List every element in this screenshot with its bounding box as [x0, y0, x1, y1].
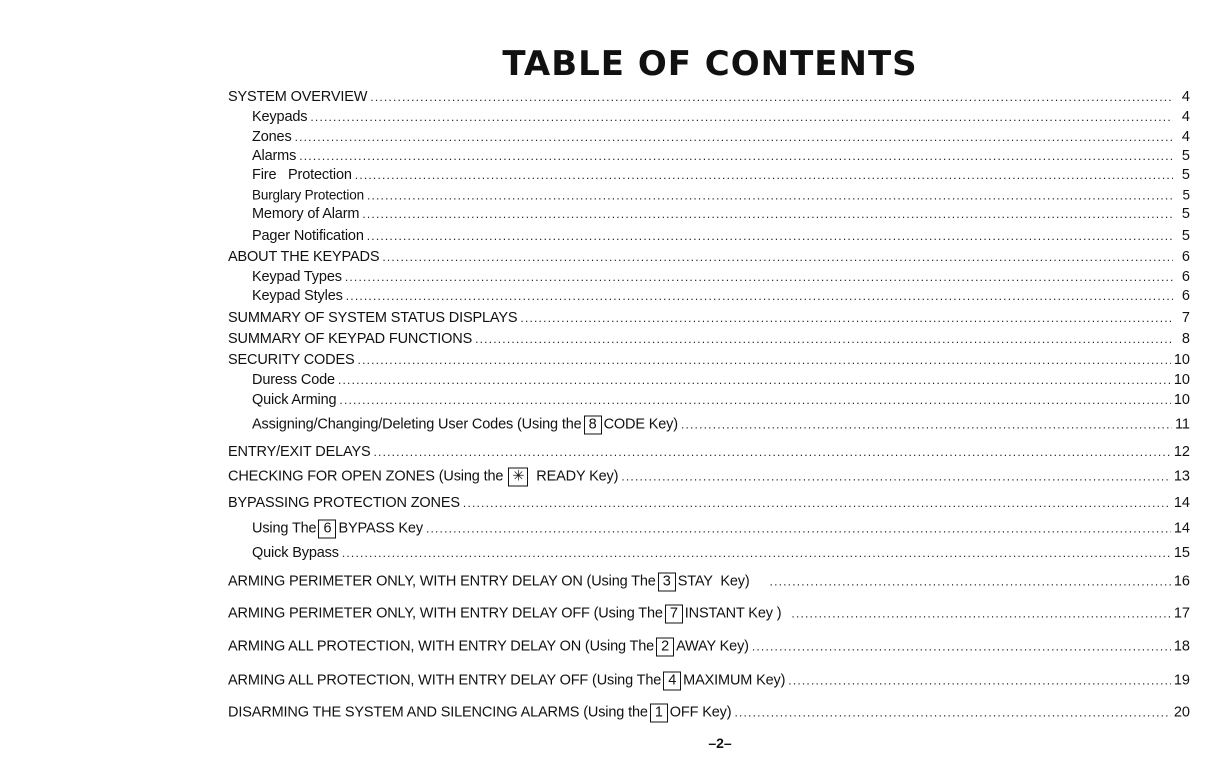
toc-page-number: 17 [1173, 605, 1190, 622]
dot-leader [310, 110, 1173, 124]
label-suffix: BYPASS Key [338, 520, 423, 537]
key-3-icon: 3 [658, 573, 676, 592]
dot-leader [791, 607, 1170, 621]
label-prefix: ARMING PERIMETER ONLY, WITH ENTRY DELAY ON (Using The [228, 573, 656, 590]
toc-entry-about-the-keypads[interactable] [228, 249, 1190, 265]
toc-entry-security-codes[interactable] [228, 352, 1190, 368]
toc-entry-disarming[interactable] [228, 704, 1190, 723]
toc-entry-label: Zones [252, 129, 292, 145]
toc-entry-alarms[interactable] [252, 148, 1190, 164]
toc-page-number: 6 [1181, 269, 1190, 285]
toc-page-number: 10 [1173, 392, 1190, 408]
page-title: TABLE OF CONTENTS [502, 44, 918, 84]
dot-leader [752, 640, 1171, 654]
key-1-icon: 1 [650, 704, 668, 723]
toc-entry-label [228, 573, 750, 592]
toc-entry-stay[interactable] [228, 573, 1190, 592]
toc-entry-label [228, 672, 785, 691]
toc-entry-label: SUMMARY OF KEYPAD FUNCTIONS [228, 331, 473, 347]
toc-page-number: 6 [1181, 288, 1190, 304]
label-suffix: READY Key) [536, 468, 619, 485]
toc-entry-label [252, 416, 678, 435]
toc-entry-label: Keypad Styles [252, 288, 343, 304]
dot-leader [339, 393, 1170, 407]
toc-page-number: 13 [1173, 468, 1190, 485]
toc-entry-label [228, 468, 618, 487]
toc-page-number: 4 [1181, 129, 1190, 145]
key-7-icon: 7 [665, 605, 683, 624]
dot-leader [475, 332, 1173, 346]
dot-leader [345, 270, 1173, 284]
dot-leader [370, 90, 1173, 104]
toc-page-number: 5 [1181, 206, 1190, 222]
dot-leader [342, 546, 1171, 560]
toc-entry-memory-of-alarm[interactable] [252, 206, 1190, 222]
toc-page-number: 10 [1173, 352, 1190, 368]
dot-leader [367, 189, 1173, 203]
toc-entry-label: Alarms [252, 148, 297, 164]
toc-entry-quick-arming[interactable] [252, 392, 1190, 408]
toc-page-number: 7 [1181, 310, 1190, 326]
label-suffix: INSTANT Key ) [684, 605, 782, 622]
toc-page-number: 8 [1181, 331, 1190, 347]
label-prefix: Using The [252, 520, 317, 537]
toc-entry-bypassing-zones[interactable] [228, 495, 1190, 511]
toc-entry-burglary-protection[interactable] [252, 188, 1190, 203]
label-prefix: DISARMING THE SYSTEM AND SILENCING ALARMS (Using the [228, 704, 648, 721]
toc-entry-label [228, 605, 781, 624]
toc-page-number: 6 [1181, 249, 1190, 265]
toc-entry-label: Pager Notification [252, 228, 364, 244]
toc-page-number: 5 [1181, 148, 1190, 164]
dot-leader [770, 575, 1171, 589]
toc-page-number: 10 [1173, 372, 1190, 388]
dot-leader [382, 250, 1173, 264]
toc-page-number: 11 [1174, 416, 1190, 433]
label-prefix: ARMING PERIMETER ONLY, WITH ENTRY DELAY OFF (Using The [228, 605, 663, 622]
toc-entry-open-zones[interactable] [228, 468, 1190, 487]
toc-entry-label: Burglary Protection [252, 187, 364, 203]
toc-entry-label: SUMMARY OF SYSTEM STATUS DISPLAYS [228, 310, 518, 326]
toc-entry-zones[interactable] [252, 129, 1190, 145]
page-number-footer: –2– [708, 735, 732, 751]
toc-entry-label: ENTRY/EXIT DELAYS [228, 444, 371, 460]
toc-entry-label: Memory of Alarm [252, 206, 360, 222]
dot-leader [338, 373, 1171, 387]
dot-leader [355, 168, 1173, 182]
dot-leader [346, 289, 1173, 303]
toc-page-number: 5 [1181, 167, 1190, 183]
toc-entry-fire-protection[interactable] [252, 167, 1190, 183]
dot-leader [621, 470, 1171, 484]
dot-leader [374, 445, 1171, 459]
key-asterisk-icon: ✳ [508, 468, 528, 487]
dot-leader [788, 674, 1171, 688]
label-suffix: MAXIMUM Key) [683, 672, 786, 689]
toc-entry-label: Quick Arming [252, 392, 337, 408]
toc-entry-label [228, 704, 731, 723]
label-suffix: OFF Key) [669, 704, 732, 721]
key-4-icon: 4 [663, 672, 681, 691]
toc-entry-keypad-functions[interactable] [228, 331, 1190, 347]
toc-entry-status-displays[interactable] [228, 310, 1190, 326]
toc-page-number: 5 [1181, 228, 1190, 244]
toc-entry-label: Keypad Types [252, 269, 342, 285]
toc-entry-keypad-styles[interactable] [252, 288, 1190, 304]
toc-entry-label: BYPASSING PROTECTION ZONES [228, 495, 460, 511]
label-suffix: STAY Key) [677, 573, 750, 590]
toc-entry-keypad-types[interactable] [252, 269, 1190, 285]
toc-entry-quick-bypass[interactable] [252, 545, 1190, 561]
toc-page-number: 14 [1173, 495, 1190, 511]
toc-entry-label: Duress Code [252, 372, 335, 388]
toc-entry-away[interactable] [228, 638, 1190, 657]
label-suffix: CODE Key) [603, 416, 678, 433]
toc-page-number: 14 [1173, 520, 1190, 537]
toc-page-number: 4 [1181, 109, 1190, 125]
toc-entry-label: ABOUT THE KEYPADS [228, 249, 380, 265]
toc-entry-instant[interactable] [228, 605, 1190, 624]
label-prefix: ARMING ALL PROTECTION, WITH ENTRY DELAY ON (Using The [228, 638, 655, 655]
toc-entry-pager-notification[interactable] [252, 228, 1190, 244]
label-prefix: CHECKING FOR OPEN ZONES (Using the [228, 468, 504, 485]
toc-page-number: 12 [1173, 444, 1190, 460]
key-6-icon: 6 [318, 520, 336, 539]
toc-page-number: 15 [1173, 545, 1190, 561]
toc-entry-label: SYSTEM OVERVIEW [228, 89, 368, 105]
dot-leader [734, 706, 1170, 720]
label-suffix: AWAY Key) [676, 638, 749, 655]
toc-page-number: 4 [1181, 89, 1190, 105]
dot-leader [681, 418, 1172, 432]
toc-entry-system-overview[interactable] [228, 89, 1190, 105]
toc-entry-duress-code[interactable] [252, 372, 1190, 388]
toc-page-number: 19 [1173, 672, 1190, 689]
toc-page-number: 20 [1173, 704, 1190, 721]
toc-entry-entry-exit-delays[interactable] [228, 444, 1190, 460]
toc-page-number: 16 [1173, 573, 1190, 590]
label-prefix: Assigning/Changing/Deleting User Codes (Using the [252, 416, 582, 433]
toc-page-number: 18 [1173, 638, 1190, 655]
toc-entry-user-codes[interactable] [252, 416, 1190, 435]
toc-page-number: 5 [1182, 187, 1190, 203]
dot-leader [367, 229, 1173, 243]
dot-leader [426, 522, 1171, 536]
toc-entry-label [228, 638, 749, 657]
toc-entry-maximum[interactable] [228, 672, 1190, 691]
toc-entry-label: Quick Bypass [252, 545, 339, 561]
toc-entry-label: SECURITY CODES [228, 352, 355, 368]
dot-leader [299, 149, 1173, 163]
toc-entry-label [252, 520, 423, 539]
key-8-icon: 8 [584, 416, 602, 435]
dot-leader [463, 496, 1171, 510]
dot-leader [358, 353, 1171, 367]
toc-entry-keypads[interactable] [252, 109, 1190, 125]
dot-leader [520, 311, 1173, 325]
toc-entry-label: Fire Protection [252, 167, 352, 183]
dot-leader [295, 130, 1173, 144]
label-prefix: ARMING ALL PROTECTION, WITH ENTRY DELAY OFF (Using The [228, 672, 662, 689]
key-2-icon: 2 [656, 638, 674, 657]
toc-entry-label: Keypads [252, 109, 308, 125]
toc-entry-bypass-key[interactable] [252, 520, 1190, 539]
dot-leader [362, 207, 1173, 221]
